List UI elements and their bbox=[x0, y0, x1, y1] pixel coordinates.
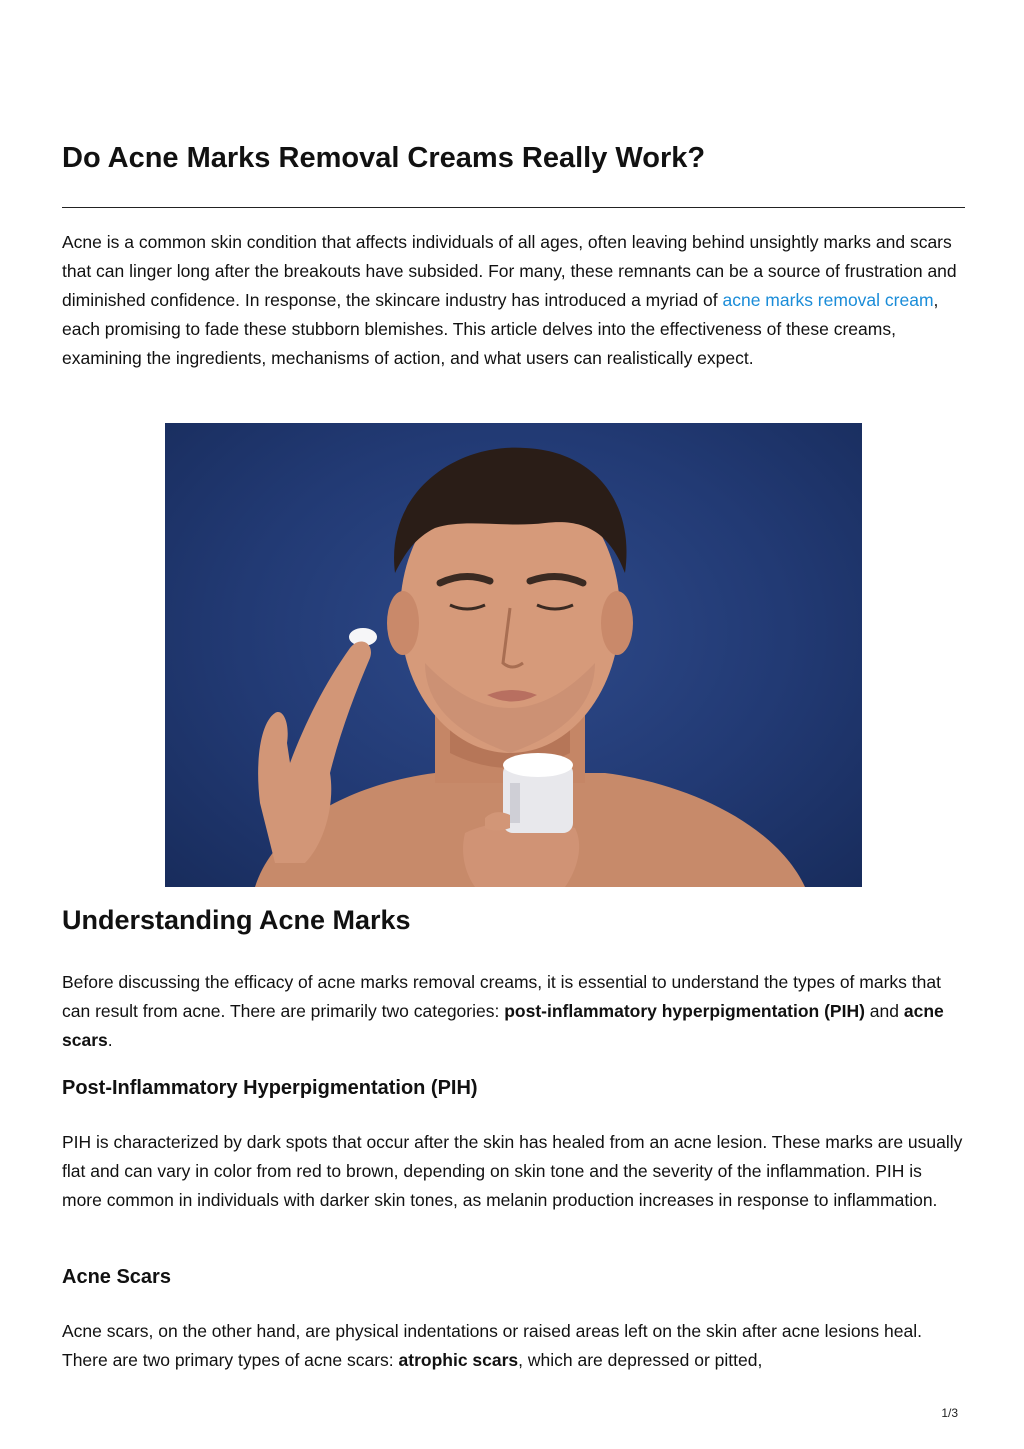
section-heading-understanding: Understanding Acne Marks bbox=[62, 905, 411, 935]
pih-paragraph: PIH is characterized by dark spots that occur after the skin has healed from an acne lesion. These marks are usually flat and can vary in color from red to brown, depending on skin tone and the severity of the inflammation. PIH is more common in individuals with darker skin tones, as melanin production increases in response to inflammation. bbox=[62, 1132, 963, 1210]
acne-cream-link[interactable]: acne marks removal cream bbox=[722, 290, 934, 310]
section-heading-acne-scars: Acne Scars bbox=[62, 1266, 171, 1288]
intro-text-before-link: Acne is a common skin condition that affects individuals of all ages, often leaving behind unsightly marks and scars that can linger long after the breakouts have subsided. For many, these remnants can be a source of frustration and diminished confidence. In response, the skincare industry has introduced a myriad of bbox=[62, 232, 957, 310]
page-title: Do Acne Marks Removal Creams Really Work? bbox=[62, 142, 706, 174]
understanding-text-1: Before discussing the efficacy of acne marks removal creams, it is essential to understand the types of marks that can result from acne. There are primarily two categories: bbox=[62, 972, 941, 1021]
understanding-bold-scars: acne scars bbox=[62, 1001, 944, 1050]
man-applying-cream-photo bbox=[165, 423, 862, 887]
understanding-paragraph bbox=[62, 968, 965, 1055]
understanding-bold-pih: post-inflammatory hyperpigmentation (PIH) bbox=[504, 1001, 865, 1021]
title-divider bbox=[62, 207, 965, 208]
intro-text-after-link: , each promising to fade these stubborn blemishes. This article delves into the effectiveness of these creams, examining the ingredients, mechanisms of action, and what users can realistically expect. bbox=[62, 290, 939, 368]
scars-text-1: Acne scars, on the other hand, are physical indentations or raised areas left on the skin after acne lesions heal. There are two primary types of acne scars: bbox=[62, 1321, 922, 1370]
scars-bold-atrophic: atrophic scars bbox=[398, 1350, 519, 1370]
photo-illustration bbox=[165, 423, 862, 887]
understanding-text-2: and bbox=[864, 1001, 904, 1021]
section-heading-pih: Post-Inflammatory Hyperpigmentation (PIH) bbox=[62, 1077, 478, 1099]
intro-paragraph bbox=[62, 228, 965, 373]
understanding-text-3: . bbox=[107, 1030, 113, 1050]
scars-text-2: , which are depressed or pitted, bbox=[518, 1350, 763, 1370]
acne-scars-paragraph bbox=[62, 1317, 965, 1375]
page-number: 1/3 bbox=[941, 1406, 958, 1420]
